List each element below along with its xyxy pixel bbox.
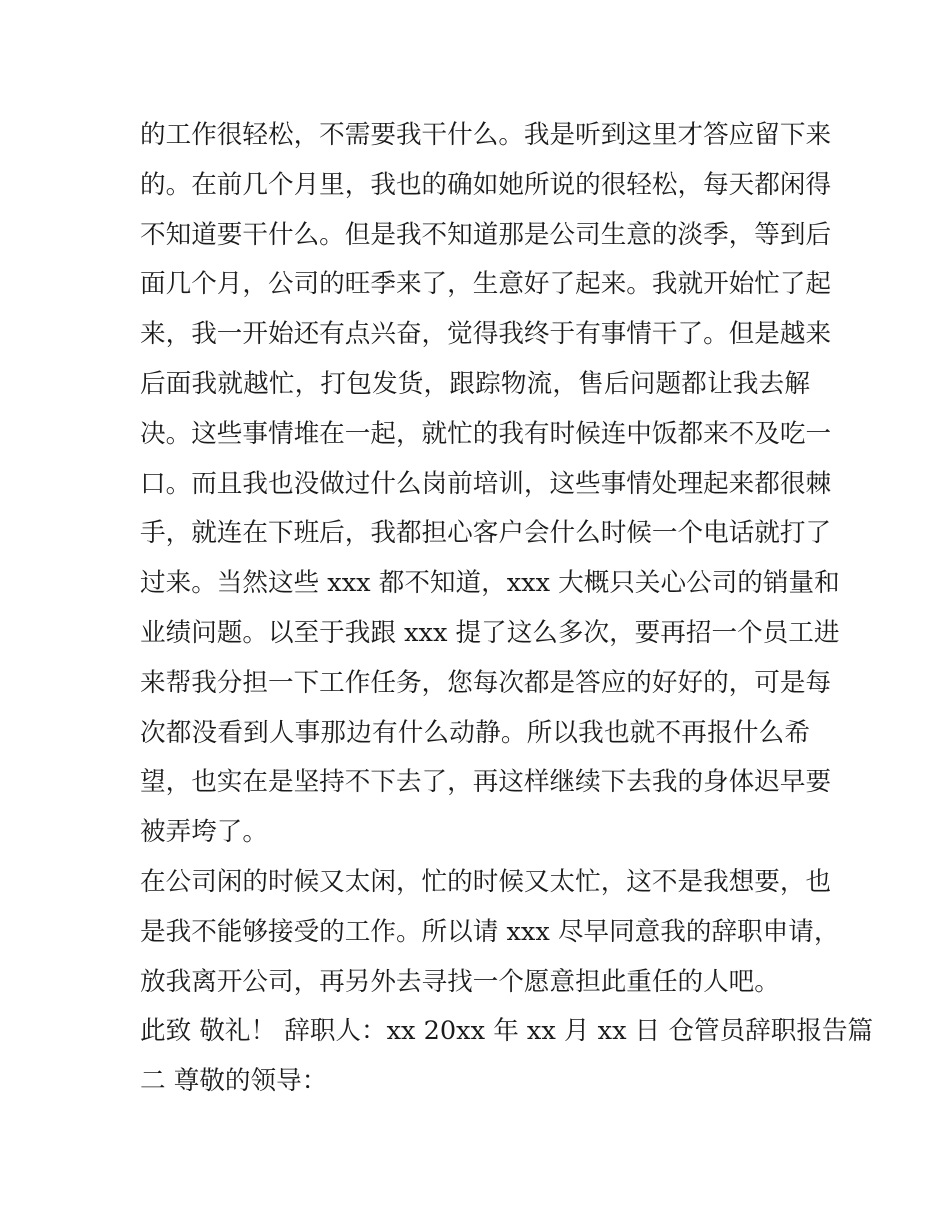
text-line: 口。而且我也没做过什么岗前培训，这些事情处理起来都很棘 — [140, 468, 832, 499]
text-line: 手，就连在下班后，我都担心客户会什么时候一个电话就打了 — [140, 518, 832, 549]
text-line: 的。在前几个月里，我也的确如她所说的很轻松，每天都闲得 — [140, 169, 832, 200]
text-line: 后面我就越忙，打包发货，跟踪物流，售后问题都让我去解 — [140, 368, 810, 399]
text-line: 面几个月，公司的旺季来了，生意好了起来。我就开始忙了起 — [140, 269, 832, 300]
text-line: 是我不能够接受的工作。所以请 xxx 尽早同意我的辞职申请， — [140, 916, 840, 947]
text-line: 次都没看到人事那边有什么动静。所以我也就不再报什么希 — [140, 717, 810, 748]
text-line: 被弄垮了。 — [140, 817, 268, 848]
text-line: 望，也实在是坚持不下去了，再这样继续下去我的身体迟早要 — [140, 767, 832, 798]
paragraph-closing-and-next-title — [140, 1007, 874, 1107]
text-line: 放我离开公司，再另外去寻找一个愿意担此重任的人吧。 — [140, 966, 780, 997]
text-line: 来帮我分担一下工作任务，您每次都是答应的好好的，可是每 — [140, 667, 832, 698]
text-line: 此致 敬礼！ 辞职人：xx 20xx 年 xx 月 xx 日 仓管员辞职报告篇 — [140, 1016, 874, 1047]
text-line: 来，我一开始还有点兴奋，觉得我终于有事情干了。但是越来 — [140, 319, 832, 350]
text-line: 在公司闲的时候又太闲，忙的时候又太忙，这不是我想要，也 — [140, 866, 832, 897]
document-body — [140, 111, 874, 1107]
text-line: 业绩问题。以至于我跟 xxx 提了这么多次，要再招一个员工进 — [140, 617, 840, 648]
text-line: 二 尊敬的领导： — [140, 1066, 328, 1097]
text-line: 的工作很轻松，不需要我干什么。我是听到这里才答应留下来 — [140, 120, 832, 150]
paragraph-workload-complaint — [140, 111, 840, 858]
text-line: 过来。当然这些 xxx 都不知道，xxx 大概只关心公司的销量和 — [140, 568, 840, 599]
text-line: 决。这些事情堆在一起，就忙的我有时候连中饭都来不及吃一 — [140, 418, 832, 449]
text-line: 不知道要干什么。但是我不知道那是公司生意的淡季，等到后 — [140, 219, 832, 250]
paragraph-resignation-request — [140, 858, 840, 1007]
